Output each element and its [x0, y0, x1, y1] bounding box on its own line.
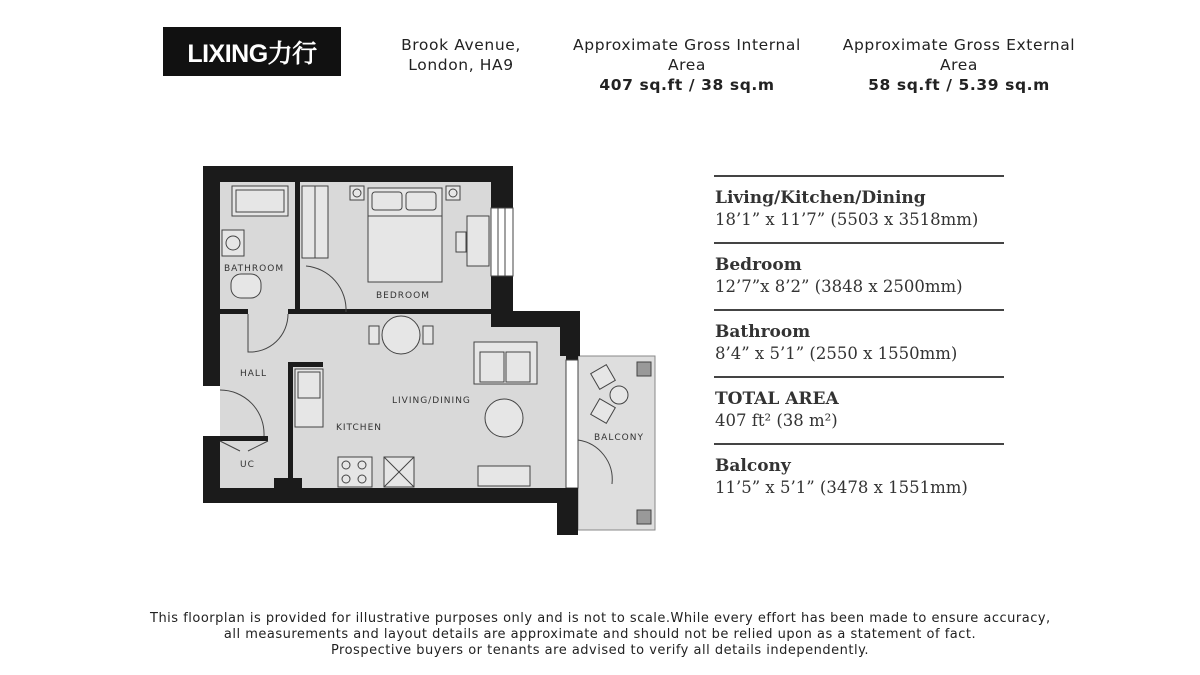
room-name: Bathroom	[715, 322, 811, 342]
room-dimensions: 8’4” x 5’1” (2550 x 1550mm)	[715, 344, 958, 363]
gross-internal-area	[556, 35, 818, 95]
external-area-value: 58 sq.ft / 5.39 sq.m	[868, 76, 1050, 94]
disclaimer-line-1: This floorplan is provided for illustrative purposes only and is not to scale.While every effort has been made to ensure accuracy,	[150, 611, 1051, 626]
room-row	[714, 175, 1004, 242]
plan-label-bedroom: BEDROOM	[376, 291, 430, 301]
room-dimensions-table	[714, 175, 1004, 510]
room-name: Bedroom	[715, 255, 802, 275]
room-dimensions: 12’7”x 8’2” (3848 x 2500mm)	[715, 277, 963, 296]
room-name: Living/Kitchen/Dining	[715, 188, 926, 208]
room-row	[714, 242, 1004, 309]
internal-area-label: Approximate Gross Internal Area	[573, 36, 801, 74]
room-dimensions: 407 ft² (38 m²)	[715, 411, 838, 430]
entrance-opening	[203, 386, 220, 436]
floor-plan	[196, 160, 668, 538]
disclaimer-line-2: all measurements and layout details are approximate and should not be relied upon as a statement of fact.	[223, 627, 977, 642]
room-row	[714, 443, 1004, 510]
disclaimer	[150, 611, 1050, 659]
balcony-glazing	[566, 360, 578, 488]
room-dimensions: 11’5” x 5’1” (3478 x 1551mm)	[715, 478, 968, 497]
room-row	[714, 309, 1004, 376]
room-dimensions: 18’1” x 11’7” (5503 x 3518mm)	[715, 210, 979, 229]
room-row	[714, 376, 1004, 443]
plan-label-balcony: BALCONY	[594, 433, 644, 443]
plan-label-living-dining: LIVING/DINING	[392, 396, 471, 406]
plan-label-hall: HALL	[240, 369, 267, 379]
room-name: TOTAL AREA	[715, 389, 839, 409]
property-address	[390, 35, 532, 75]
disclaimer-line-3: Prospective buyers or tenants are advised to verify all details independently.	[330, 643, 870, 658]
lixing-logo: LIXING力行	[163, 27, 341, 76]
plan-label-bathroom: BATHROOM	[224, 264, 285, 274]
bedroom-window	[491, 208, 513, 276]
gross-external-area	[828, 35, 1090, 95]
address-line-2: London, HA9	[408, 56, 514, 74]
plan-label-kitchen: KITCHEN	[336, 423, 382, 433]
address-line-1: Brook Avenue,	[401, 36, 521, 54]
internal-area-value: 407 sq.ft / 38 sq.m	[599, 76, 775, 94]
plan-label-uc: UC	[240, 460, 255, 470]
room-name: Balcony	[715, 456, 791, 476]
external-area-label: Approximate Gross External Area	[842, 36, 1076, 74]
